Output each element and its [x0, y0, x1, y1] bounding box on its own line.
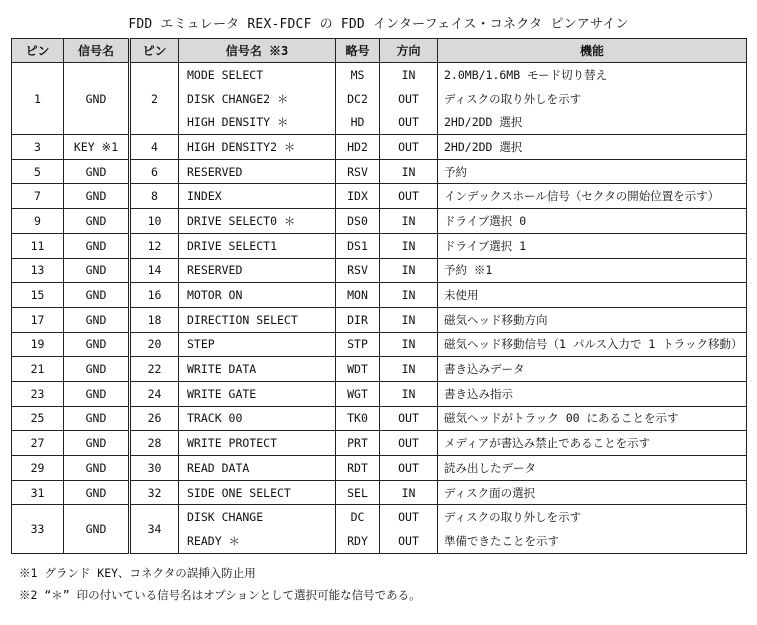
header-pin-odd: ピン — [12, 39, 64, 63]
function-cell: 書き込みデータ — [438, 357, 747, 382]
direction-cell: OUT — [380, 431, 438, 456]
pin-even-cell: 14 — [130, 258, 179, 283]
table-row — [12, 431, 747, 456]
pin-odd-cell: 15 — [12, 283, 64, 308]
direction-cell: OUT — [380, 529, 438, 553]
signal-name-cell: STEP — [179, 332, 336, 357]
pin-odd-cell: 29 — [12, 456, 64, 481]
pin-odd-cell: 27 — [12, 431, 64, 456]
pin-even-cell: 20 — [130, 332, 179, 357]
table-row — [12, 406, 747, 431]
pin-odd-cell: 19 — [12, 332, 64, 357]
signal-name-cell: WRITE PROTECT — [179, 431, 336, 456]
function-cell: 2HD/2DD 選択 — [438, 110, 747, 134]
function-cell: 磁気ヘッドがトラック 00 にあることを示す — [438, 406, 747, 431]
signal-name-cell: DISK CHANGE — [179, 505, 336, 529]
pin-even-cell: 6 — [130, 159, 179, 184]
header-function: 機能 — [438, 39, 747, 63]
signal-name-cell: HIGH DENSITY ＊ — [179, 110, 336, 134]
function-cell: 磁気ヘッド移動方向 — [438, 307, 747, 332]
function-cell: 2.0MB/1.6MB モード切り替え — [438, 63, 747, 87]
function-cell: 書き込み指示 — [438, 381, 747, 406]
signal-name-cell: SIDE ONE SELECT — [179, 480, 336, 505]
pin-even-cell: 30 — [130, 456, 179, 481]
abbr-cell: DC2 — [336, 87, 380, 111]
pin-assignment-table — [11, 38, 747, 554]
abbr-cell: RDY — [336, 529, 380, 553]
abbr-cell: IDX — [336, 184, 380, 209]
abbr-cell: HD2 — [336, 135, 380, 160]
direction-cell: OUT — [380, 135, 438, 160]
abbr-cell: DS0 — [336, 209, 380, 234]
pin-even-cell: 10 — [130, 209, 179, 234]
footnote-1: ※1 グランド KEY、コネクタの誤挿入防止用 — [19, 566, 256, 580]
signal-odd-cell: GND — [64, 63, 130, 135]
function-cell: 準備できたことを示す — [438, 529, 747, 553]
abbr-cell: MS — [336, 63, 380, 87]
signal-odd-cell: GND — [64, 258, 130, 283]
signal-name-cell: DRIVE SELECT0 ＊ — [179, 209, 336, 234]
direction-cell: IN — [380, 233, 438, 258]
function-cell: 未使用 — [438, 283, 747, 308]
abbr-cell: RDT — [336, 456, 380, 481]
direction-cell: IN — [380, 332, 438, 357]
signal-odd-cell: GND — [64, 283, 130, 308]
abbr-cell: RSV — [336, 258, 380, 283]
signal-odd-cell: GND — [64, 209, 130, 234]
direction-cell: OUT — [380, 87, 438, 111]
table-header-row — [12, 39, 747, 63]
signal-name-cell: DRIVE SELECT1 — [179, 233, 336, 258]
abbr-cell: STP — [336, 332, 380, 357]
abbr-cell: WDT — [336, 357, 380, 382]
pin-even-cell: 26 — [130, 406, 179, 431]
pin-odd-cell: 11 — [12, 233, 64, 258]
pin-odd-cell: 13 — [12, 258, 64, 283]
signal-name-cell: TRACK 00 — [179, 406, 336, 431]
signal-odd-cell: KEY ※1 — [64, 135, 130, 160]
signal-odd-cell: GND — [64, 505, 130, 553]
table-row — [12, 159, 747, 184]
signal-odd-cell: GND — [64, 480, 130, 505]
pin-odd-cell: 21 — [12, 357, 64, 382]
direction-cell: IN — [380, 283, 438, 308]
header-abbr: 略号 — [336, 39, 380, 63]
abbr-cell: HD — [336, 110, 380, 134]
abbr-cell: RSV — [336, 159, 380, 184]
signal-name-cell: WRITE GATE — [179, 381, 336, 406]
direction-cell: IN — [380, 209, 438, 234]
direction-cell: OUT — [380, 110, 438, 134]
direction-cell: OUT — [380, 505, 438, 529]
pin-even-cell: 24 — [130, 381, 179, 406]
pin-even-cell: 16 — [130, 283, 179, 308]
signal-odd-cell: GND — [64, 406, 130, 431]
signal-name-cell: READY ＊ — [179, 529, 336, 553]
function-cell: 2HD/2DD 選択 — [438, 135, 747, 160]
function-cell: ドライブ選択 1 — [438, 233, 747, 258]
table-row — [12, 357, 747, 382]
table-row — [12, 63, 747, 87]
pin-even-cell: 8 — [130, 184, 179, 209]
signal-name-cell: DISK CHANGE2 ＊ — [179, 87, 336, 111]
signal-name-cell: HIGH DENSITY2 ＊ — [179, 135, 336, 160]
signal-name-cell: RESERVED — [179, 258, 336, 283]
abbr-cell: SEL — [336, 480, 380, 505]
table-row — [12, 381, 747, 406]
direction-cell: OUT — [380, 184, 438, 209]
table-row — [12, 456, 747, 481]
signal-odd-cell: GND — [64, 233, 130, 258]
abbr-cell: DC — [336, 505, 380, 529]
pin-odd-cell: 9 — [12, 209, 64, 234]
abbr-cell: WGT — [336, 381, 380, 406]
table-row — [12, 332, 747, 357]
table-row — [12, 505, 747, 529]
direction-cell: OUT — [380, 456, 438, 481]
function-cell: 磁気ヘッド移動信号（1 パルス入力で 1 トラック移動） — [438, 332, 747, 357]
function-cell: インデックスホール信号（セクタの開始位置を示す） — [438, 184, 747, 209]
header-signal-even: 信号名 ※3 — [179, 39, 336, 63]
header-signal-odd: 信号名 — [64, 39, 130, 63]
pin-even-cell: 12 — [130, 233, 179, 258]
pin-odd-cell: 17 — [12, 307, 64, 332]
header-direction: 方向 — [380, 39, 438, 63]
header-pin-even: ピン — [130, 39, 179, 63]
function-cell: 予約 — [438, 159, 747, 184]
signal-name-cell: MODE SELECT — [179, 63, 336, 87]
pin-even-cell: 34 — [130, 505, 179, 553]
document-title: FDD エミュレータ REX-FDCF の FDD インターフェイス・コネクタ ピンアサイン — [128, 17, 629, 32]
direction-cell: IN — [380, 357, 438, 382]
pin-even-cell: 2 — [130, 63, 179, 135]
footnote-2: ※2 “＊” 印の付いている信号名はオプションとして選択可能な信号である。 — [19, 588, 421, 602]
signal-odd-cell: GND — [64, 381, 130, 406]
signal-odd-cell: GND — [64, 431, 130, 456]
signal-name-cell: MOTOR ON — [179, 283, 336, 308]
pin-odd-cell: 33 — [12, 505, 64, 553]
table-row — [12, 307, 747, 332]
table-row — [12, 135, 747, 160]
pin-even-cell: 22 — [130, 357, 179, 382]
direction-cell: IN — [380, 63, 438, 87]
pin-even-cell: 32 — [130, 480, 179, 505]
abbr-cell: MON — [336, 283, 380, 308]
pin-odd-cell: 3 — [12, 135, 64, 160]
function-cell: ドライブ選択 0 — [438, 209, 747, 234]
abbr-cell: PRT — [336, 431, 380, 456]
function-cell: ディスクの取り外しを示す — [438, 87, 747, 111]
direction-cell: IN — [380, 159, 438, 184]
pin-odd-cell: 25 — [12, 406, 64, 431]
direction-cell: IN — [380, 480, 438, 505]
abbr-cell: TK0 — [336, 406, 380, 431]
pin-even-cell: 18 — [130, 307, 179, 332]
pin-even-cell: 4 — [130, 135, 179, 160]
table-row — [12, 184, 747, 209]
abbr-cell: DIR — [336, 307, 380, 332]
signal-odd-cell: GND — [64, 159, 130, 184]
direction-cell: IN — [380, 307, 438, 332]
function-cell: 予約 ※1 — [438, 258, 747, 283]
direction-cell: IN — [380, 381, 438, 406]
direction-cell: IN — [380, 258, 438, 283]
table-row — [12, 283, 747, 308]
signal-name-cell: READ DATA — [179, 456, 336, 481]
direction-cell: OUT — [380, 406, 438, 431]
function-cell: メディアが書込み禁止であることを示す — [438, 431, 747, 456]
signal-odd-cell: GND — [64, 456, 130, 481]
table-row — [12, 233, 747, 258]
abbr-cell: DS1 — [336, 233, 380, 258]
pin-even-cell: 28 — [130, 431, 179, 456]
function-cell: 読み出したデータ — [438, 456, 747, 481]
table-row — [12, 209, 747, 234]
table-body — [12, 63, 747, 554]
signal-name-cell: WRITE DATA — [179, 357, 336, 382]
table-row — [12, 480, 747, 505]
function-cell: ディスク面の選択 — [438, 480, 747, 505]
signal-odd-cell: GND — [64, 184, 130, 209]
footnotes — [19, 562, 421, 606]
signal-name-cell: INDEX — [179, 184, 336, 209]
pin-odd-cell: 31 — [12, 480, 64, 505]
signal-odd-cell: GND — [64, 332, 130, 357]
signal-name-cell: RESERVED — [179, 159, 336, 184]
pin-odd-cell: 23 — [12, 381, 64, 406]
pin-odd-cell: 1 — [12, 63, 64, 135]
signal-odd-cell: GND — [64, 357, 130, 382]
pin-odd-cell: 7 — [12, 184, 64, 209]
function-cell: ディスクの取り外しを示す — [438, 505, 747, 529]
table-row — [12, 258, 747, 283]
signal-odd-cell: GND — [64, 307, 130, 332]
pin-odd-cell: 5 — [12, 159, 64, 184]
signal-name-cell: DIRECTION SELECT — [179, 307, 336, 332]
